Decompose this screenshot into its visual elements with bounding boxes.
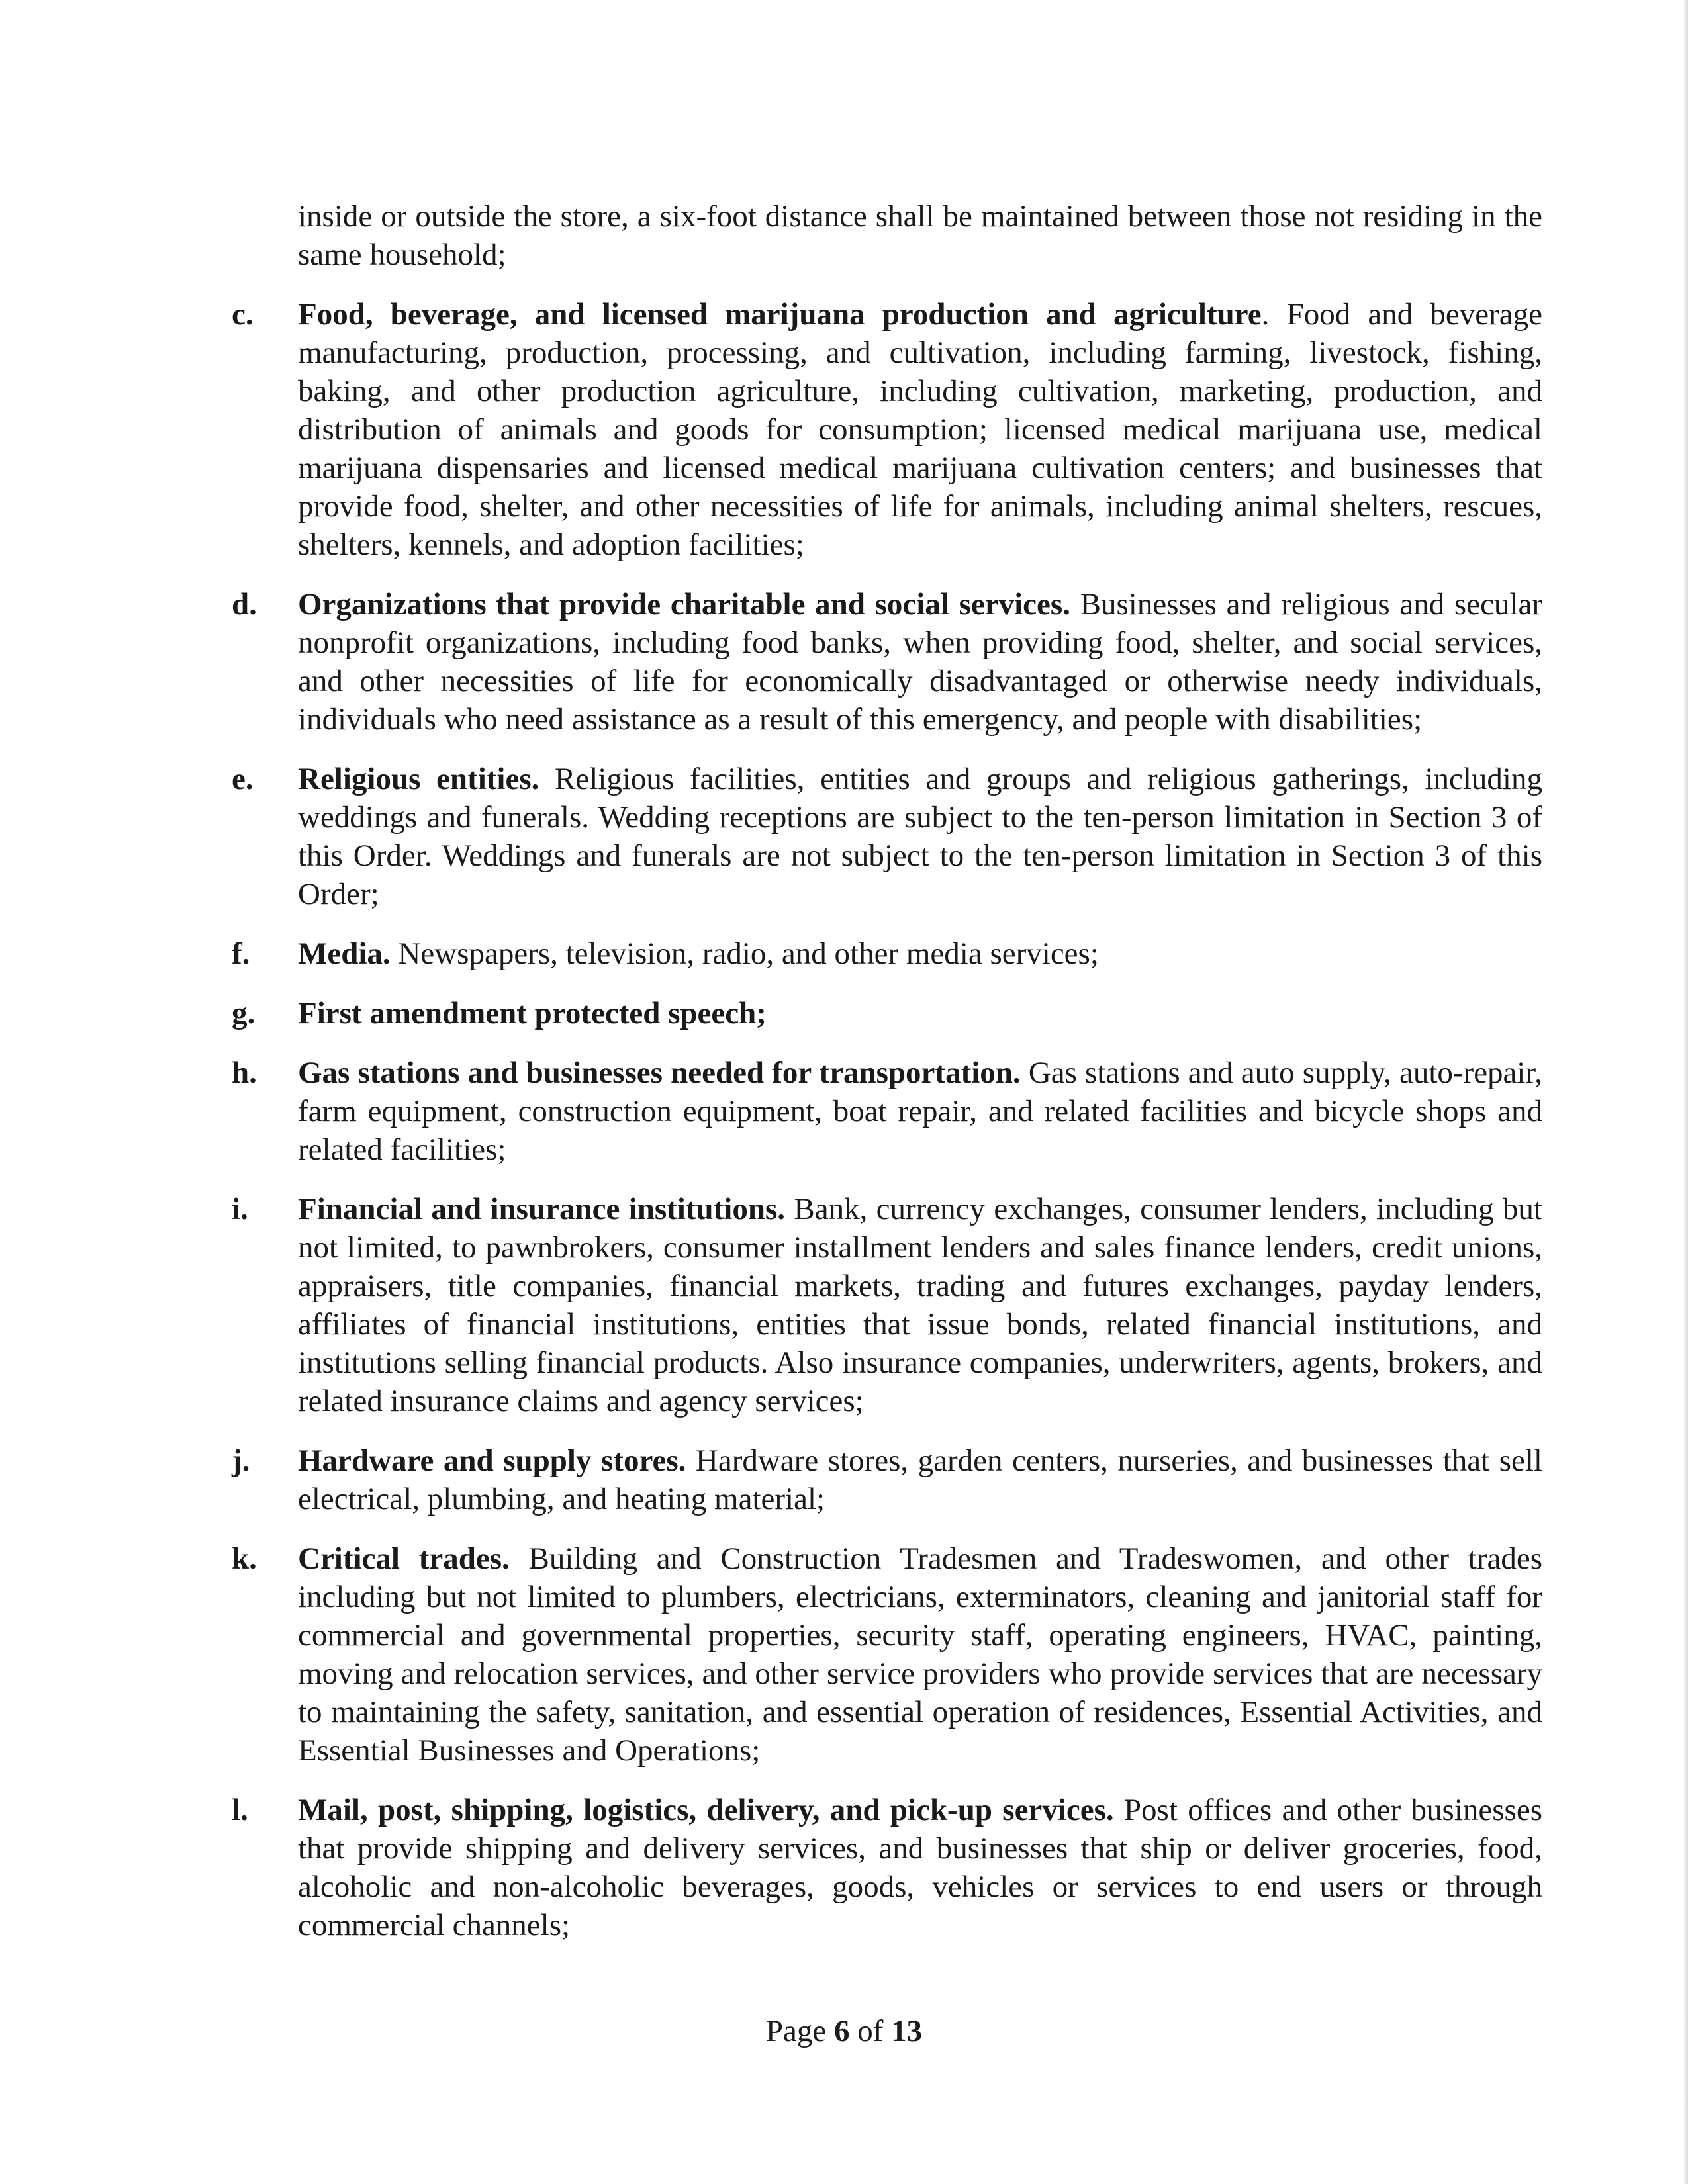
total-pages: 13: [891, 2014, 923, 2048]
page-footer: [0, 2012, 1688, 2050]
item-heading: Financial and insurance institutions.: [298, 1192, 786, 1226]
list-item-l: [232, 1791, 1542, 1944]
list-marker: j.: [232, 1443, 250, 1478]
item-text: Newspapers, television, radio, and other media services;: [390, 936, 1099, 971]
item-heading: Mail, post, shipping, logistics, delivery, and pick-up services.: [298, 1793, 1114, 1827]
list-marker: h.: [232, 1056, 257, 1090]
of-label: of: [849, 2014, 892, 2048]
item-heading: Food, beverage, and licensed marijuana production and agriculture: [298, 297, 1262, 332]
list-marker: l.: [232, 1793, 248, 1827]
item-text: Hardware stores, garden centers, nurseries, and businesses that sell electrical, plumbing, and heating material;: [298, 1443, 1542, 1516]
item-heading: Hardware and supply stores.: [298, 1443, 686, 1478]
list-item-body: [298, 934, 1542, 973]
item-heading: Gas stations and businesses needed for transportation.: [298, 1056, 1021, 1090]
list-item-body: [298, 295, 1542, 564]
continued-paragraph: inside or outside the store, a six-foot distance shall be maintained between those not residing in the same household;: [298, 199, 1542, 272]
list-item-c: [232, 295, 1542, 564]
item-heading: Organizations that provide charitable and social services.: [298, 587, 1070, 621]
list-marker: i.: [232, 1192, 248, 1226]
item-text: Building and Construction Tradesmen and Tradeswomen, and other trades including but not limited to plumbers, electricians, exterminators, cleaning and janitorial staff for commercial and governmental properties, security staff, operating engineers, HVAC, painting, moving and relocation services, and other service providers who provide services that are necessary to maintaining the safety, sanitation, and essential operation of residences, Essential Activities, and Essential Businesses and Operations;: [298, 1541, 1543, 1768]
list-marker: k.: [232, 1541, 257, 1576]
list-item-body: [298, 1791, 1542, 1944]
item-text: Gas stations and auto supply, auto-repair, farm equipment, construction equipment, boat repair, and related facilities and bicycle shops and related facilities;: [298, 1056, 1542, 1167]
list-item-f: [232, 934, 1542, 973]
list-item-body: [298, 760, 1542, 913]
list-marker: d.: [232, 587, 257, 621]
list-item-body: [298, 1190, 1542, 1420]
list-item-g: [232, 994, 1542, 1032]
item-text: . Food and beverage manufacturing, production, processing, and cultivation, including farming, livestock, fishing, baking, and other production agriculture, including cultivation, marketing, production, and distribution of animals and goods for consumption; licensed medical marijuana use, medical marijuana dispensaries and licensed medical marijuana cultivation centers; and businesses that provide food, shelter, and other necessities of life for animals, including animal shelters, rescues, shelters, kennels, and adoption facilities;: [298, 297, 1542, 562]
page-label: Page: [765, 2014, 834, 2048]
list-item-k: [232, 1539, 1542, 1770]
item-text: Bank, currency exchanges, consumer lenders, including but not limited, to pawnbrokers, consumer installment lenders and sales finance lenders, credit unions, appraisers, title companies, financial markets, trading and futures exchanges, payday lenders, affiliates of financial institutions, entities that issue bonds, related financial institutions, and institutions selling financial products. Also insurance companies, underwriters, agents, brokers, and related insurance claims and agency services;: [298, 1192, 1542, 1418]
page-edge-shadow: [1684, 0, 1688, 2184]
list-item-e: [232, 760, 1542, 913]
list-item-body: [298, 994, 1542, 1032]
list-item-i: [232, 1190, 1542, 1420]
document-body: [232, 197, 1542, 1966]
list-item-h: [232, 1054, 1542, 1169]
list-marker: g.: [232, 996, 256, 1030]
list-item-body: [298, 1441, 1542, 1518]
list-item-body: [298, 1054, 1542, 1169]
page-number: 6: [833, 2014, 850, 2048]
item-text: Religious facilities, entities and groups and religious gatherings, including weddings and funerals. Wedding receptions are subject to the ten-person limitation in Section 3 of this Order. Weddings and funerals are not subject to the ten-person limitation in Section 3 of this Order;: [298, 762, 1542, 911]
list-marker: e.: [232, 762, 254, 796]
item-text: Businesses and religious and secular nonprofit organizations, including food banks, when providing food, shelter, and social services, and other necessities of life for economically disadvantaged or otherwise needy individuals, individuals who need assistance as a result of this emergency, and people with disabilities;: [298, 587, 1542, 737]
item-heading: Critical trades.: [298, 1541, 510, 1576]
list-item-body: [298, 585, 1542, 739]
list-item-d: [232, 585, 1542, 739]
list-item-j: [232, 1441, 1542, 1518]
list-marker: c.: [232, 297, 254, 332]
item-heading: Religious entities.: [298, 762, 539, 796]
item-heading: Media.: [298, 936, 391, 971]
list-item-body: [298, 1539, 1542, 1770]
item-heading: First amendment protected speech;: [298, 996, 767, 1030]
list-marker: f.: [232, 936, 250, 971]
item-text: Post offices and other businesses that provide shipping and delivery services, and businesses that ship or deliver groceries, food, alcoholic and non-alcoholic beverages, goods, vehicles or services to end users or through commercial channels;: [298, 1793, 1542, 1942]
